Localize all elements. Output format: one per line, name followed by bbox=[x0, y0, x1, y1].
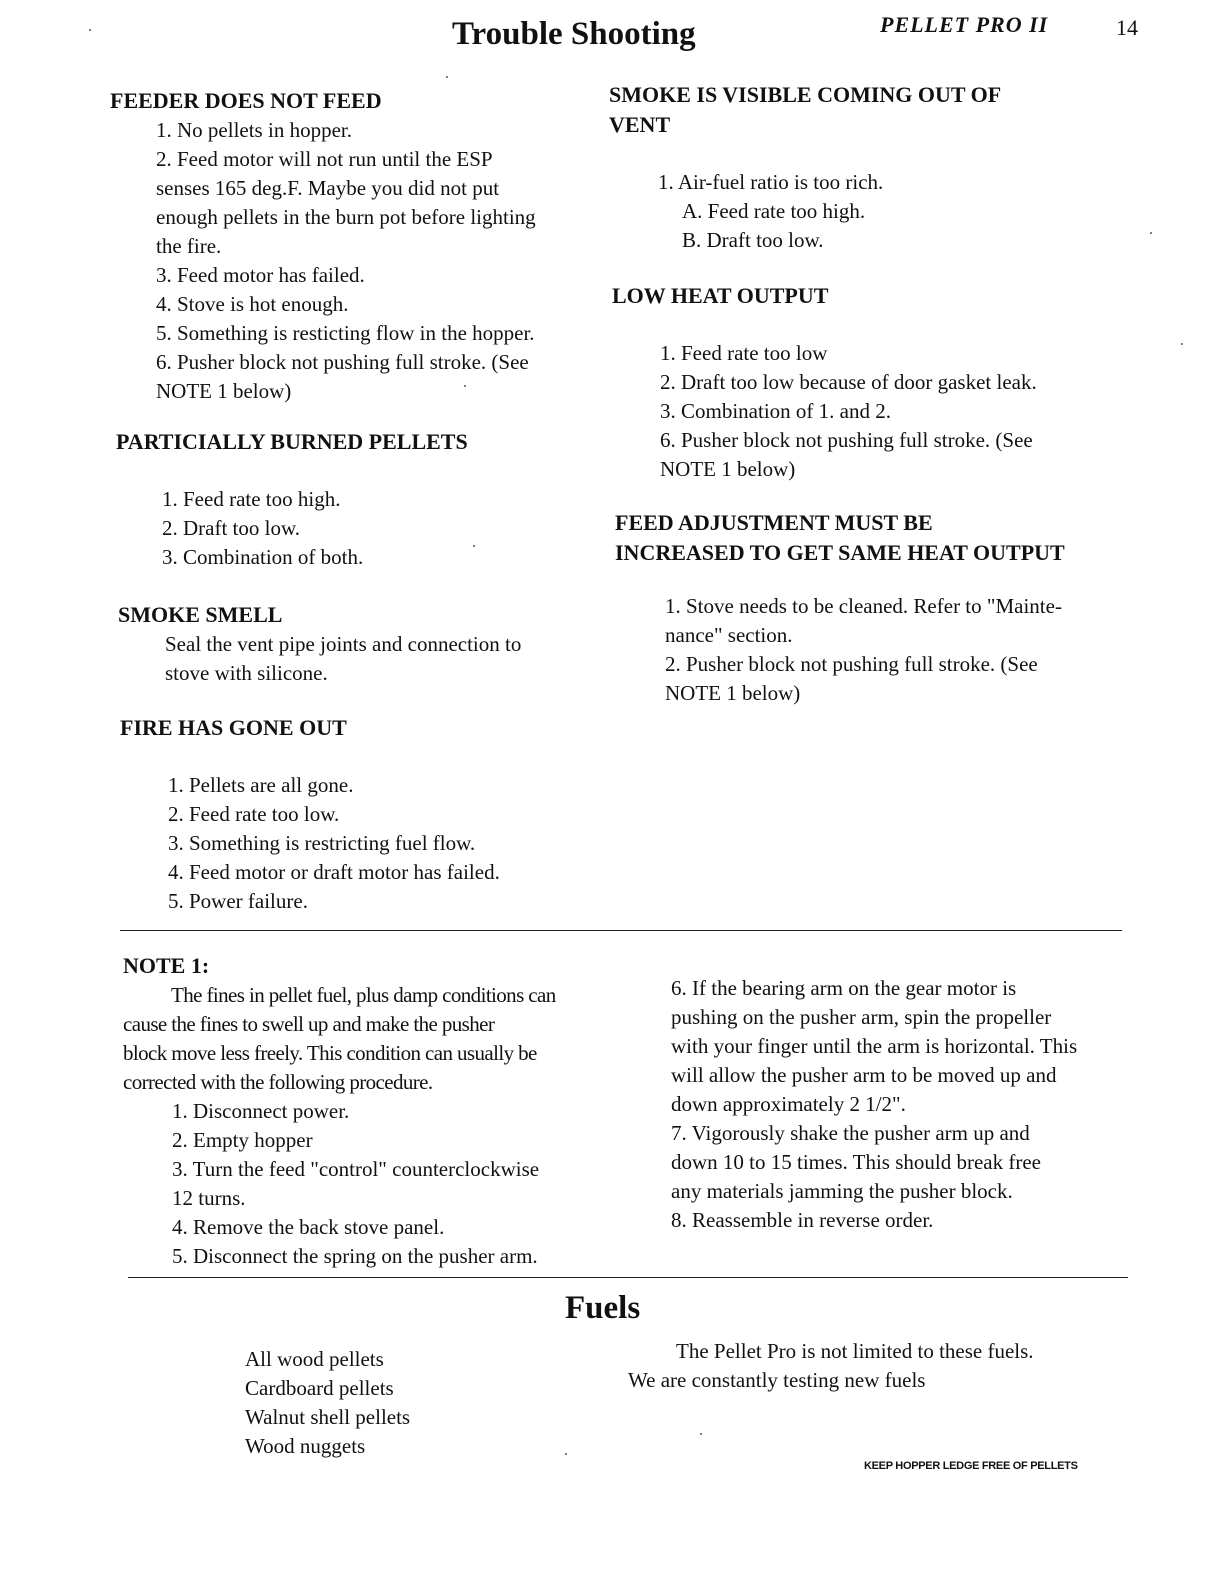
list-item: stove with silicone. bbox=[165, 661, 328, 685]
paragraph-line: We are constantly testing new fuels bbox=[628, 1368, 926, 1392]
section-heading: FIRE HAS GONE OUT bbox=[120, 715, 347, 740]
list-item: any materials jamming the pusher block. bbox=[671, 1179, 1013, 1203]
note-section-left bbox=[123, 951, 623, 1271]
fuels-note bbox=[628, 1337, 1128, 1395]
list-item: senses 165 deg.F. Maybe you did not put bbox=[156, 176, 500, 200]
list-item: 3. Combination of both. bbox=[162, 545, 364, 569]
feeder-list bbox=[110, 116, 590, 406]
section-partial-burn bbox=[116, 427, 596, 572]
smoke-smell-list bbox=[118, 630, 598, 688]
section-feeder bbox=[110, 86, 590, 406]
note-steps-right bbox=[671, 974, 1171, 1235]
list-item: the fire. bbox=[156, 234, 222, 258]
list-item: All wood pellets bbox=[245, 1347, 384, 1371]
list-item: Walnut shell pellets bbox=[245, 1405, 411, 1429]
paragraph-line: The Pellet Pro is not limited to these fuels. bbox=[676, 1339, 1034, 1363]
list-item: 2. Draft too low. bbox=[162, 516, 301, 540]
section-heading: FEED ADJUSTMENT MUST BE bbox=[615, 510, 933, 535]
note-paragraph bbox=[123, 981, 623, 1097]
list-item: 2. Draft too low because of door gasket leak. bbox=[660, 370, 1037, 394]
section-smoke-smell bbox=[118, 600, 598, 688]
smoke-vent-list bbox=[609, 168, 1129, 255]
paragraph-line: corrected with the following procedure. bbox=[123, 1070, 433, 1094]
paragraph-line: The fines in pellet fuel, plus damp conditions can bbox=[171, 983, 556, 1007]
list-item: Cardboard pellets bbox=[245, 1376, 394, 1400]
list-item: NOTE 1 below) bbox=[660, 457, 796, 481]
page-number: 14 bbox=[1116, 15, 1138, 40]
scan-speck bbox=[89, 29, 91, 31]
list-item: 2. Feed rate too low. bbox=[168, 802, 340, 826]
section-heading: PARTICIALLY BURNED PELLETS bbox=[116, 429, 468, 454]
list-item: 2. Pusher block not pushing full stroke. (See bbox=[665, 652, 1038, 676]
note-heading: NOTE 1: bbox=[123, 953, 210, 978]
model-name: PELLET PRO II bbox=[880, 12, 1049, 37]
list-item: will allow the pusher arm to be moved up and bbox=[671, 1063, 1057, 1087]
list-item: 2. Feed motor will not run until the ESP bbox=[156, 147, 493, 171]
scan-speck bbox=[565, 1453, 567, 1455]
list-item: 7. Vigorously shake the pusher arm up and bbox=[671, 1121, 1030, 1145]
list-item: 1. Air-fuel ratio is too rich. bbox=[658, 170, 884, 194]
scan-speck bbox=[446, 76, 448, 78]
list-item: 6. Pusher block not pushing full stroke. (See bbox=[660, 428, 1033, 452]
scan-speck bbox=[464, 385, 466, 387]
note-steps-left bbox=[123, 1097, 623, 1271]
fuels-title: Fuels bbox=[565, 1290, 641, 1326]
list-item: pushing on the pusher arm, spin the propeller bbox=[671, 1005, 1052, 1029]
list-item: nance" section. bbox=[665, 623, 793, 647]
list-item: 3. Something is restricting fuel flow. bbox=[168, 831, 476, 855]
scan-speck bbox=[1181, 343, 1183, 345]
section-heading-cont: INCREASED TO GET SAME HEAT OUTPUT bbox=[615, 540, 1065, 565]
section-heading-cont: VENT bbox=[609, 112, 671, 137]
list-item: 3. Feed motor has failed. bbox=[156, 263, 365, 287]
list-item: 3. Combination of 1. and 2. bbox=[660, 399, 891, 423]
paragraph-line: block move less freely. This condition can usually be bbox=[123, 1041, 537, 1065]
section-smoke-vent bbox=[609, 80, 1129, 255]
section-feed-adjust bbox=[615, 508, 1155, 708]
list-item: 8. Reassemble in reverse order. bbox=[671, 1208, 934, 1232]
divider bbox=[128, 1277, 1128, 1278]
divider bbox=[120, 930, 1122, 931]
list-item: 4. Stove is hot enough. bbox=[156, 292, 349, 316]
list-item: 1. Feed rate too low bbox=[660, 341, 828, 365]
footer-warning: KEEP HOPPER LEDGE FREE OF PELLETS bbox=[864, 1460, 1078, 1472]
list-item: Seal the vent pipe joints and connection to bbox=[165, 632, 522, 656]
list-item: 4. Feed motor or draft motor has failed. bbox=[168, 860, 500, 884]
list-item: 6. If the bearing arm on the gear motor is bbox=[671, 976, 1017, 1000]
section-heading: SMOKE SMELL bbox=[118, 602, 283, 627]
list-item: 1. No pellets in hopper. bbox=[156, 118, 352, 142]
list-item: 2. Empty hopper bbox=[172, 1128, 313, 1152]
section-low-heat bbox=[612, 281, 1132, 484]
low-heat-list bbox=[612, 339, 1132, 484]
fuels-list bbox=[245, 1345, 545, 1461]
list-item: NOTE 1 below) bbox=[156, 379, 292, 403]
list-item: with your finger until the arm is horizontal. This bbox=[671, 1034, 1078, 1058]
list-item: NOTE 1 below) bbox=[665, 681, 801, 705]
scan-speck bbox=[1150, 232, 1152, 234]
note-section-right bbox=[671, 974, 1171, 1235]
paragraph-line: cause the fines to swell up and make the pusher bbox=[123, 1012, 495, 1036]
page-title: Trouble Shooting bbox=[452, 16, 696, 52]
partial-list bbox=[116, 485, 596, 572]
list-item: 6. Pusher block not pushing full stroke. (See bbox=[156, 350, 529, 374]
section-heading: LOW HEAT OUTPUT bbox=[612, 283, 829, 308]
list-item: down approximately 2 1/2". bbox=[671, 1092, 906, 1116]
list-item: 3. Turn the feed "control" counterclockwise bbox=[172, 1157, 540, 1181]
scan-speck bbox=[700, 1433, 702, 1435]
list-item: 1. Pellets are all gone. bbox=[168, 773, 354, 797]
list-item: 5. Disconnect the spring on the pusher arm. bbox=[172, 1244, 538, 1268]
list-item: 5. Power failure. bbox=[168, 889, 308, 913]
feed-adjust-list bbox=[615, 592, 1155, 708]
scan-speck bbox=[473, 545, 475, 547]
list-item: 12 turns. bbox=[172, 1186, 246, 1210]
list-item: 1. Disconnect power. bbox=[172, 1099, 350, 1123]
list-item: Wood nuggets bbox=[245, 1434, 366, 1458]
section-heading: FEEDER DOES NOT FEED bbox=[110, 88, 382, 113]
section-fire-out bbox=[120, 713, 600, 916]
list-item: enough pellets in the burn pot before lighting bbox=[156, 205, 536, 229]
list-item: 1. Feed rate too high. bbox=[162, 487, 341, 511]
fire-out-list bbox=[120, 771, 600, 916]
list-item: 4. Remove the back stove panel. bbox=[172, 1215, 445, 1239]
list-item: 5. Something is resticting flow in the hopper. bbox=[156, 321, 535, 345]
list-item: A. Feed rate too high. bbox=[682, 199, 866, 223]
list-item: 1. Stove needs to be cleaned. Refer to "Mainte- bbox=[665, 594, 1062, 618]
section-heading: SMOKE IS VISIBLE COMING OUT OF bbox=[609, 82, 1002, 107]
list-item: down 10 to 15 times. This should break free bbox=[671, 1150, 1041, 1174]
list-item: B. Draft too low. bbox=[682, 228, 824, 252]
